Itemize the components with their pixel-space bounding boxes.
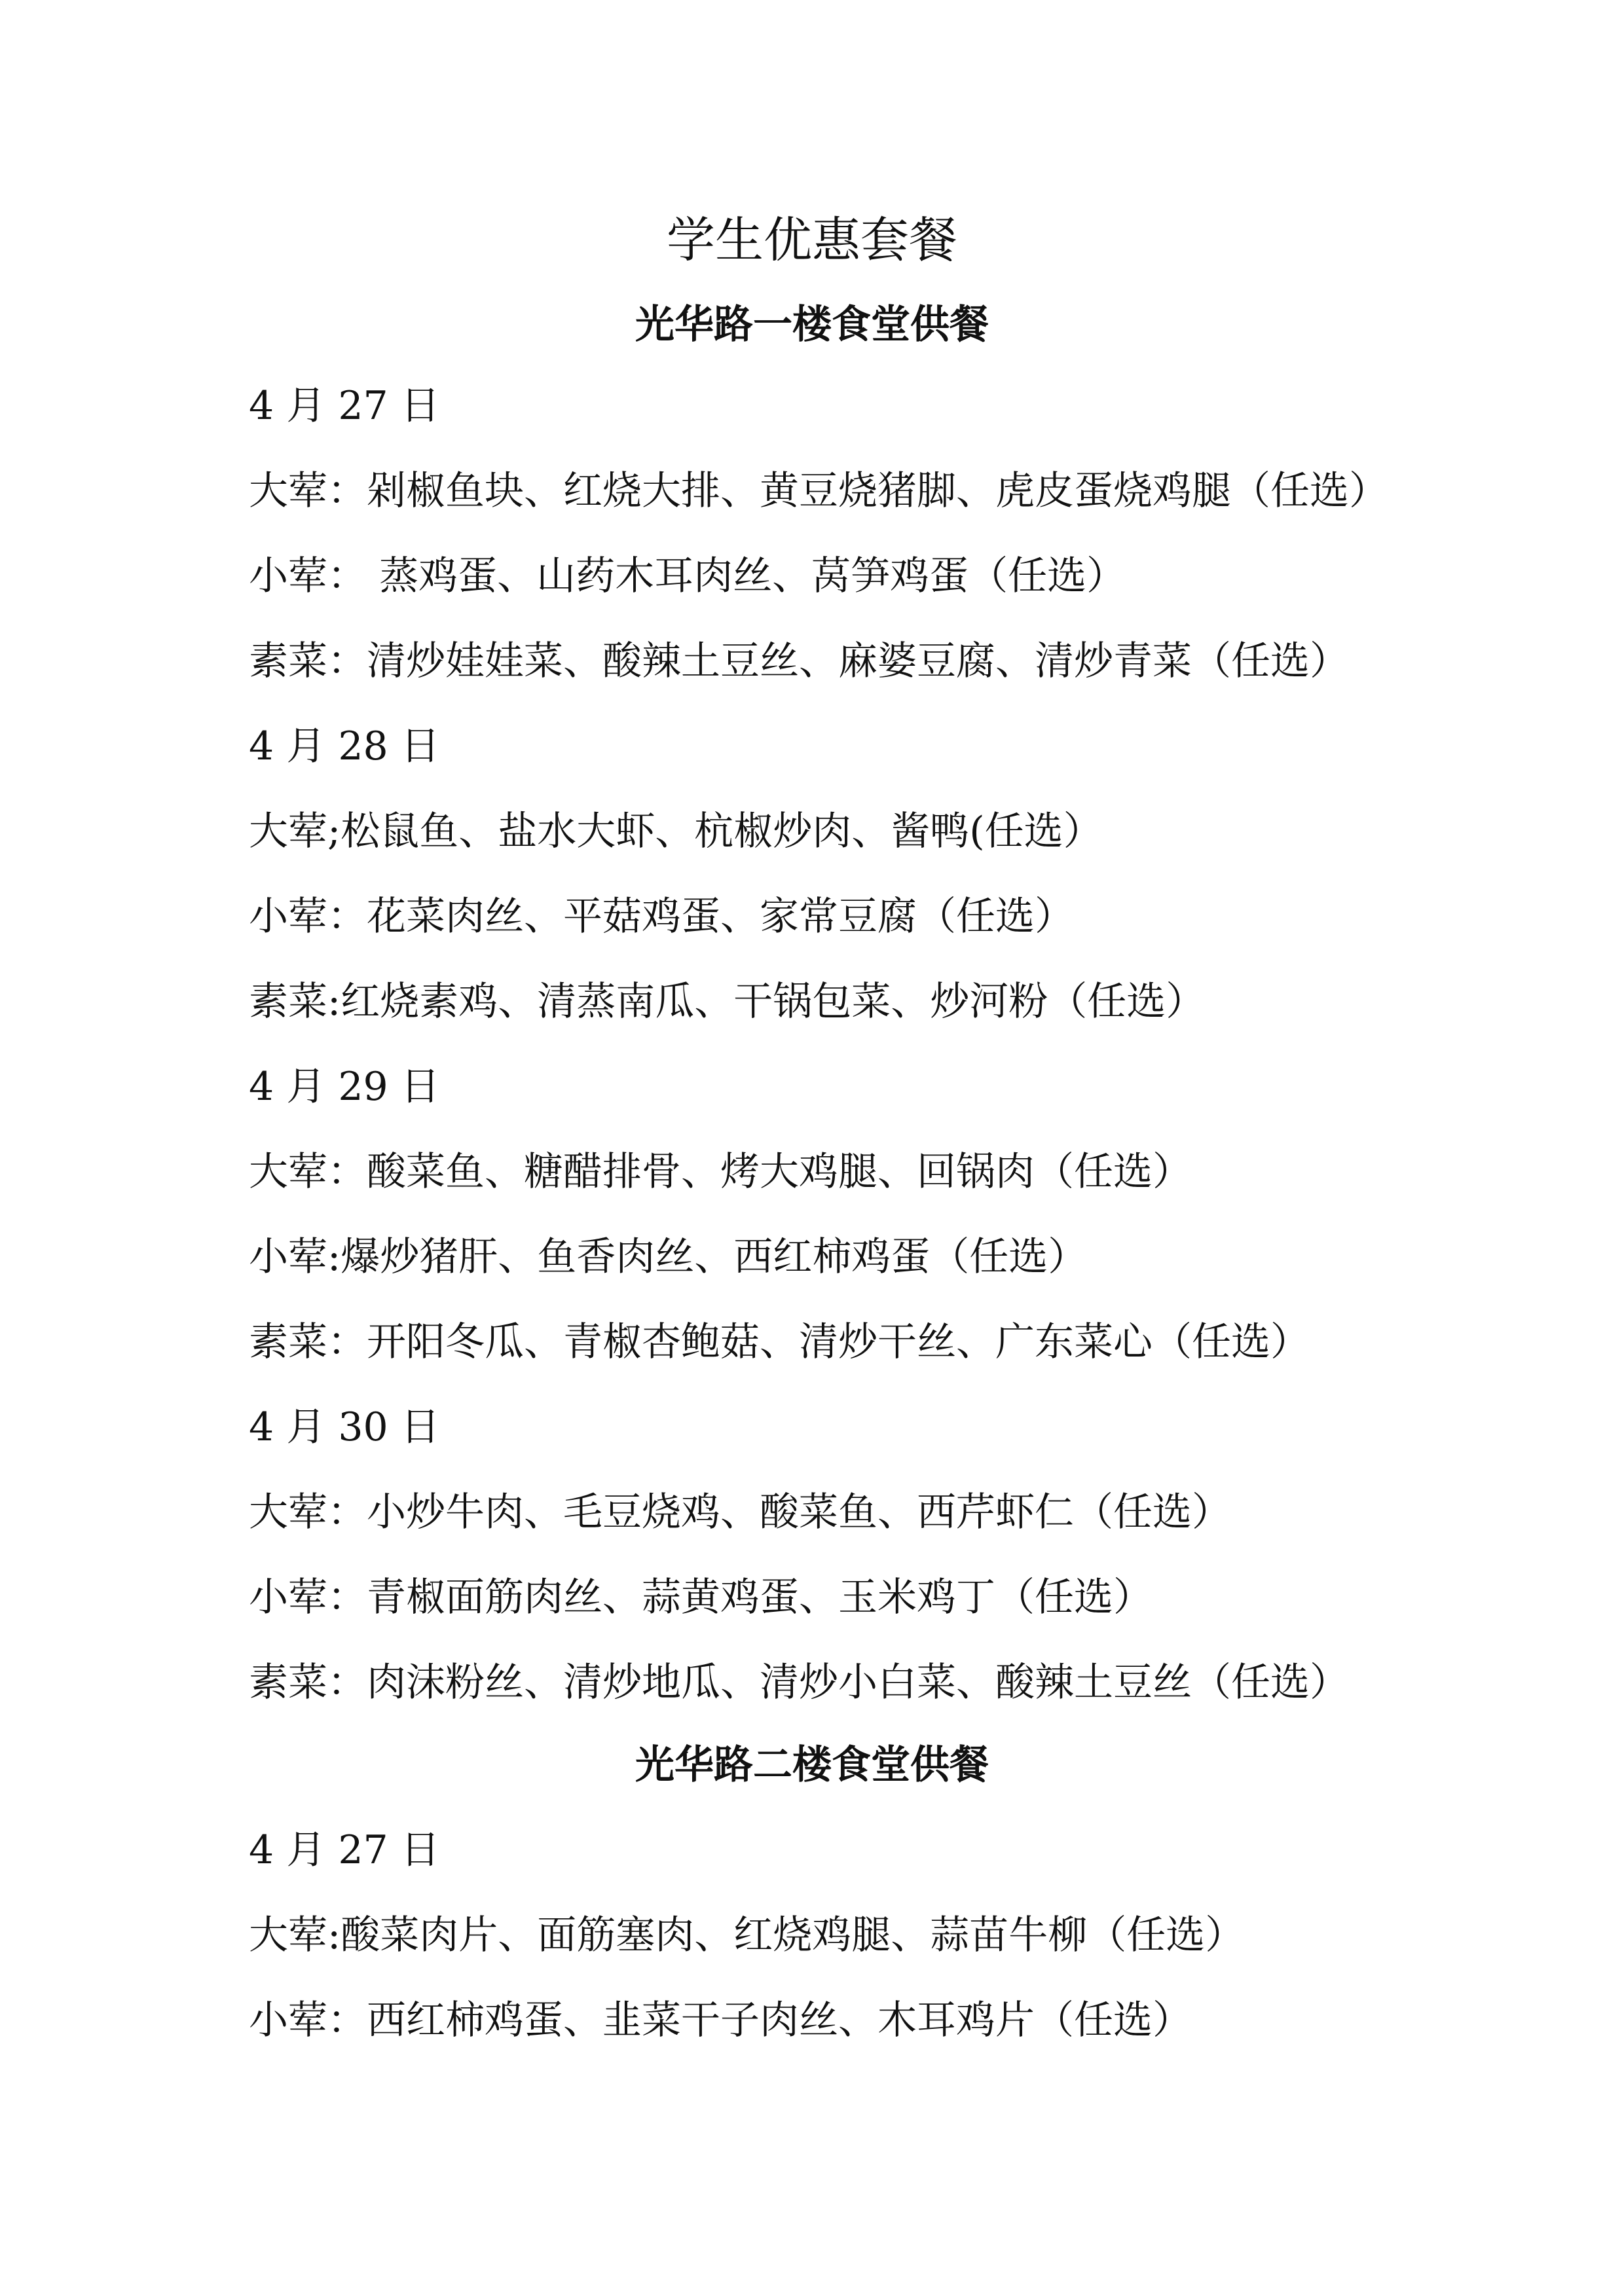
menu-date: 4 月 30 日 bbox=[249, 1404, 440, 1450]
menu-date: 4 月 27 日 bbox=[249, 383, 440, 429]
menu-line: 小荤：青椒面筋肉丝、蒜黄鸡蛋、玉米鸡丁（任选） bbox=[249, 1575, 1153, 1620]
menu-line: 大荤:酸菜肉片、面筋塞肉、红烧鸡腿、蒜苗牛柳（任选） bbox=[249, 1912, 1245, 1958]
menu-line: 小荤:爆炒猪肝、鱼香肉丝、西红柿鸡蛋（任选） bbox=[249, 1234, 1088, 1280]
menu-line: 素菜：开阳冬瓜、青椒杏鲍菇、清炒干丝、广东菜心（任选） bbox=[249, 1319, 1310, 1365]
section-heading-second-floor: 光华路二楼食堂供餐 bbox=[635, 1742, 989, 1788]
menu-line: 小荤： 蒸鸡蛋、山药木耳肉丝、莴笋鸡蛋（任选） bbox=[249, 553, 1126, 599]
menu-date: 4 月 27 日 bbox=[249, 1827, 440, 1873]
document-title: 学生优惠套餐 bbox=[667, 212, 957, 268]
menu-line: 大荤;松鼠鱼、盐水大虾、杭椒炒肉、酱鸭(任选） bbox=[249, 809, 1103, 854]
menu-line: 大荤：小炒牛肉、毛豆烧鸡、酸菜鱼、西芹虾仁（任选） bbox=[249, 1489, 1231, 1535]
menu-line: 小荤：花菜肉丝、平菇鸡蛋、家常豆腐（任选） bbox=[249, 894, 1074, 939]
menu-date: 4 月 29 日 bbox=[249, 1064, 440, 1110]
menu-line: 大荤：剁椒鱼块、红烧大排、黄豆烧猪脚、虎皮蛋烧鸡腿（任选） bbox=[249, 468, 1388, 514]
menu-line: 素菜:红烧素鸡、清蒸南瓜、干锅包菜、炒河粉（任选） bbox=[249, 979, 1206, 1025]
section-heading-first-floor: 光华路一楼食堂供餐 bbox=[635, 302, 989, 348]
menu-line: 素菜：肉沫粉丝、清炒地瓜、清炒小白菜、酸辣土豆丝（任选） bbox=[249, 1660, 1349, 1705]
menu-date: 4 月 28 日 bbox=[249, 723, 440, 769]
menu-line: 大荤：酸菜鱼、糖醋排骨、烤大鸡腿、回锅肉（任选） bbox=[249, 1149, 1192, 1195]
menu-line: 小荤：西红柿鸡蛋、韭菜干子肉丝、木耳鸡片（任选） bbox=[249, 1997, 1192, 2043]
menu-line: 素菜：清炒娃娃菜、酸辣土豆丝、麻婆豆腐、清炒青菜（任选） bbox=[249, 638, 1349, 684]
